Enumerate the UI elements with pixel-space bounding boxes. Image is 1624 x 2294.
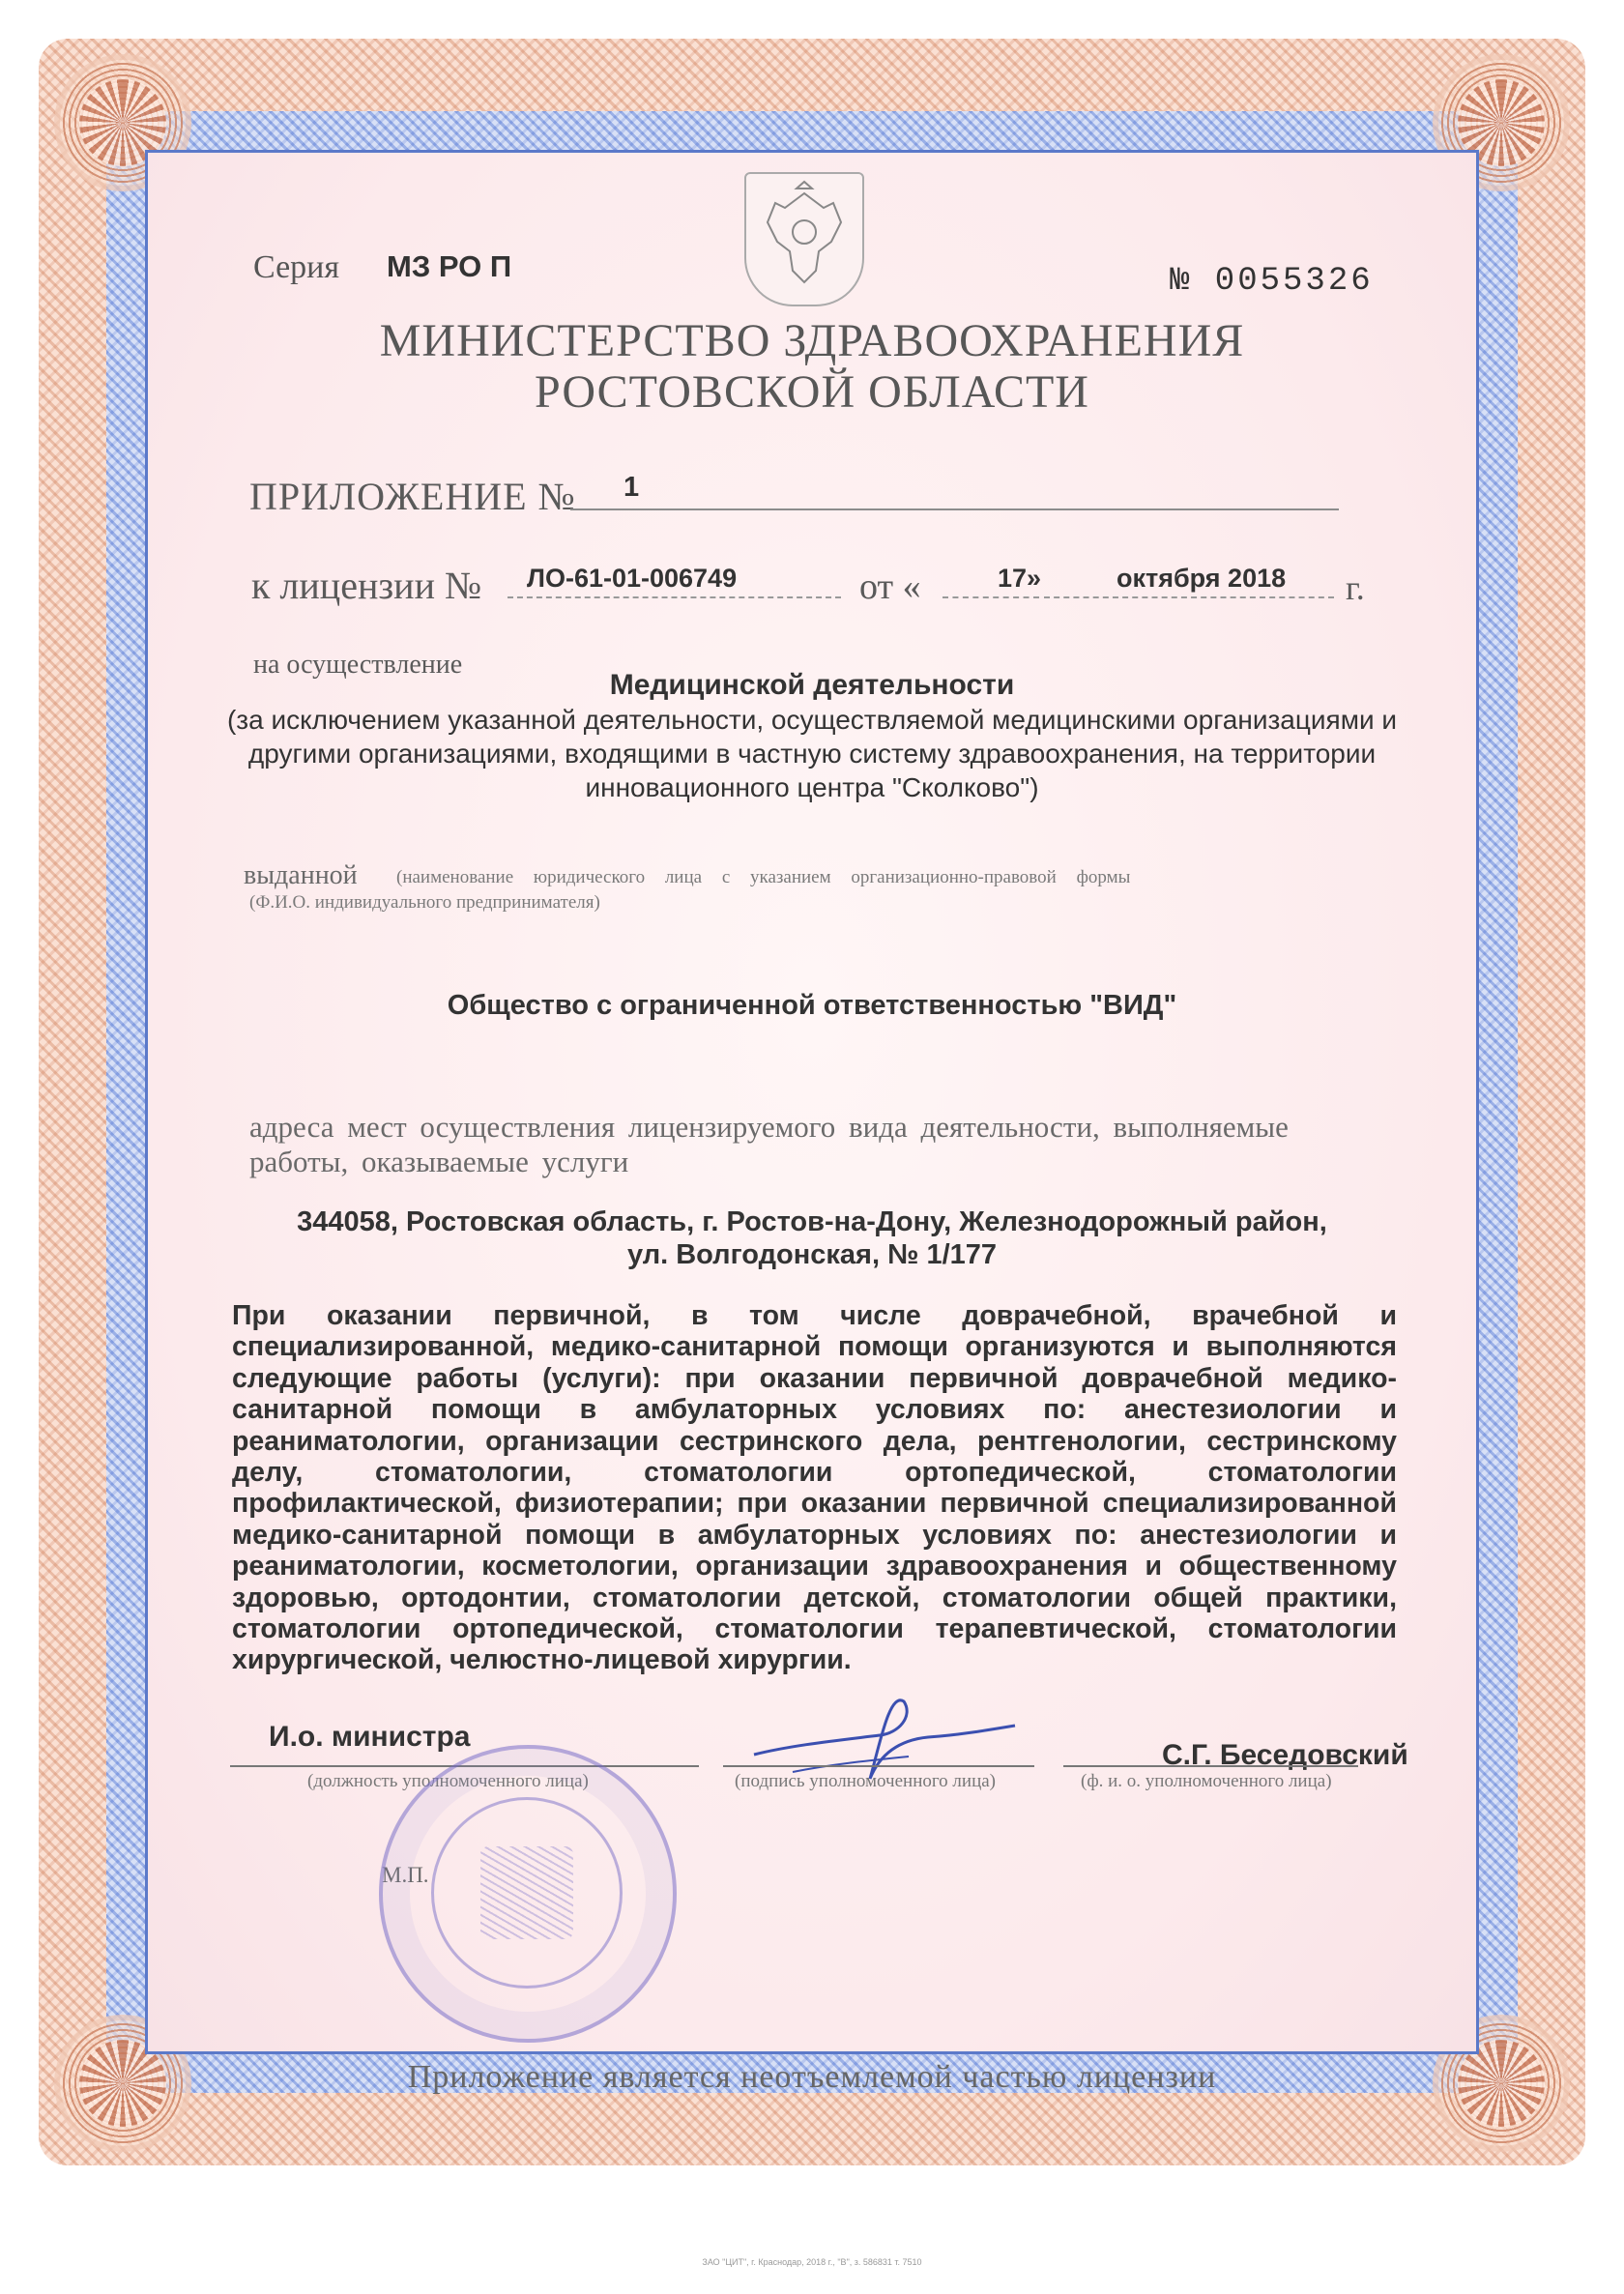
- license-number-underline: [508, 596, 841, 598]
- appendix-underline: [570, 508, 1339, 510]
- address-line2: ул. Волгодонская, № 1/177: [626, 1239, 998, 1270]
- license-label: к лицензии №: [251, 564, 482, 607]
- appendix-label: ПРИЛОЖЕНИЕ №: [249, 475, 576, 518]
- organization-name: Общество с ограниченной ответственностью "ВИД": [447, 990, 1177, 1021]
- activity-title: Медицинской деятельности: [609, 669, 1015, 701]
- series-label: Серия: [253, 249, 340, 285]
- signer-position: И.о. министра: [269, 1721, 471, 1753]
- license-month-underline: [1044, 596, 1334, 598]
- address-label: адреса мест осуществления лицензируемого вида деятельности, выполняемые работы, оказываемые услуги: [249, 1110, 1289, 1178]
- activity-label: на осуществление: [253, 650, 463, 680]
- license-number: ЛО-61-01-006749: [527, 564, 738, 593]
- form-number: № 0055326: [1170, 263, 1374, 300]
- issued-label: выданной: [244, 860, 358, 890]
- caption-signature: (подпись уполномоченного лица): [735, 1771, 997, 1791]
- license-day: 17»: [998, 564, 1042, 593]
- license-day-underline: [942, 596, 1039, 598]
- caption-position: (должность уполномоченного лица): [307, 1771, 589, 1791]
- caption-name: (ф. и. о. уполномоченного лица): [1081, 1771, 1332, 1791]
- ministry-title-line2: РОСТОВСКОЙ ОБЛАСТИ: [535, 366, 1089, 418]
- ministry-title-line1: МИНИСТЕРСТВО ЗДРАВООХРАНЕНИЯ: [379, 315, 1245, 366]
- stamp-place-label: М.П.: [382, 1863, 429, 1887]
- series-value: МЗ РО П: [387, 249, 512, 283]
- coat-of-arms-icon: [744, 172, 864, 306]
- license-date-from-label: от «: [859, 566, 921, 607]
- appendix-number: 1: [624, 472, 640, 503]
- signature-line: [723, 1765, 1034, 1767]
- address-line1: 344058, Ростовская область, г. Ростов-на-Дону, Железнодорожный район,: [297, 1206, 1327, 1237]
- footer-note: Приложение является неотъемлемой частью лицензии: [407, 2059, 1217, 2095]
- license-month-year: октября 2018: [1116, 564, 1287, 593]
- issued-note-line1: (наименование юридического лица с указанием организационно-правовой формы: [396, 867, 1131, 887]
- license-year-suffix: г.: [1346, 568, 1365, 607]
- activity-exclusion: (за исключением указанной деятельности, осуществляемой медицинскими организациями и другими организациями, входящими в частную систему здравоохранения, на территории инновационного центра "Сколково"): [226, 705, 1398, 802]
- official-seal-icon: [379, 1745, 677, 2043]
- name-line: [1063, 1765, 1358, 1767]
- signer-name: С.Г. Беседовский: [1162, 1739, 1408, 1771]
- issued-note-line2: (Ф.И.О. индивидуального предпринимателя): [249, 892, 600, 913]
- printer-imprint: ЗАО "ЦИТ", г. Краснодар, 2018 г., "В", з. 586831 т. 7510: [702, 2257, 922, 2267]
- services-text: При оказании первичной, в том числе доврачебной, врачебной и специализированной, медико-санитарной помощи организуются и выполняются следующие работы (услуги): при оказании первичной доврачебной медико-санитарной помощи в амбулаторных условиях по: анестезиологии и реаниматологии, организации сестринского дела, рентгенологии, сестринскому делу, стоматологии, стоматологии ортопедической, стоматологии профилактической, физиотерапии; при оказании первичной специализированной медико-санитарной помощи в амбулаторных условиях по: анестезиологии и реаниматологии, косметологии, организации здравоохранения и общественному здоровью, ортодонтии, стоматологии детской, стоматологии общей практики, стоматологии ортопедической, стоматологии терапевтической, стоматологии хирургической, челюстно-лицевой хирургии.: [232, 1300, 1397, 1676]
